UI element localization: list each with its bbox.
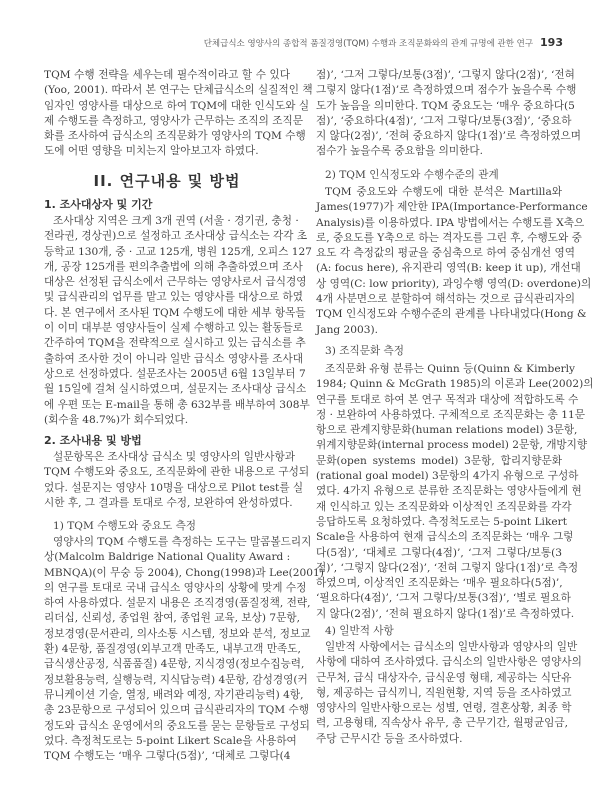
- text-line: 개, 공장 125개를 편의추출법에 의해 추출하였으며 조사: [44, 260, 303, 273]
- text-line: (A: focus here), 유지관리 영역(B: keep it up), 개선대: [316, 262, 581, 275]
- subsection-2-4-title: 4) 일반적 사항: [325, 625, 394, 637]
- text-line: 도가 높음을 의미한다. TQM 중요도는 ‘매우 중요하다(5: [316, 99, 575, 112]
- text-line: 및 급식관리의 업무를 맡고 있는 영양사를 대상으로 하였: [44, 291, 303, 304]
- text-line: (회수율 48.7%)가 회수되었다.: [44, 413, 189, 426]
- text-line: 1984; Quinn & McGrath 1985)의 이론과 Lee(2002)의: [316, 378, 594, 391]
- text-line: 상(Malcolm Baldrige National Quality Award :: [44, 551, 291, 564]
- section-title: II. 연구내용 및 방법: [93, 172, 241, 190]
- page-number: 193: [540, 36, 563, 49]
- text-line: 재 인식하고 있는 조직문화와 이상적인 조직문화를 각각: [316, 500, 572, 513]
- text-line: 리더십, 신뢰성, 종업원 참여, 종업원 교육, 보상) 7문항,: [44, 612, 300, 625]
- text-line: 영양사의 TQM 수행도를 측정하는 도구는 말콤볼드리지: [53, 536, 312, 548]
- text-line: 도에 어떤 영향을 미치는지 알아보고자 하였다.: [44, 145, 259, 158]
- text-line: Scale을 사용하여 현재 급식소의 조직문화는 ‘매우 그렇: [316, 531, 574, 544]
- text-line: 그렇지 않다(1점)’로 측정하였으며 점수가 높을수록 수행: [316, 84, 577, 97]
- text-line: 출하여 조사한 것이 아니라 일반 급식소 영양사를 조사대: [44, 352, 303, 365]
- text-line: 상으로 선정하였다. 설문조사는 2005년 6월 13일부터 7: [44, 367, 306, 380]
- text-line: 지 않다(2점)’, ‘전혀 필요하지 않다(1점)’로 측정하였다.: [316, 607, 575, 620]
- subsection-2-1-paragraph: [44, 535, 324, 764]
- text-line: 환) 4문항, 품질경영(외부고객 만족도, 내부고객 만족도,: [44, 643, 301, 656]
- text-line: 조직문화 유형 분류는 Quinn 등(Quinn & Kimberly: [325, 363, 576, 375]
- text-line: 형, 제공하는 급식끼니, 직원현황, 지역 등을 조사하였고: [316, 686, 572, 699]
- text-line: 에 우편 또는 E-mail을 통해 총 632부를 배부하여 308부: [44, 398, 310, 411]
- subsection-2-3-title: 3) 조직문화 측정: [325, 345, 405, 357]
- text-line: 간주하여 TQM을 전략적으로 실시하고 있는 급식소를 추: [44, 337, 306, 350]
- text-line: 총 23문항으로 구성되어 있으며 급식관리자의 TQM 수행: [44, 704, 309, 717]
- intro-paragraph: [44, 68, 313, 160]
- text-line: 하여 사용하였다. 설문지 내용은 조직경영(품질정책, 전략,: [44, 597, 311, 610]
- text-line: TQM 수행 전략을 세우는데 필수적이라고 할 수 있다: [44, 69, 290, 81]
- text-line: 시한 후, 그 결과를 토대로 수정, 보완하여 완성하였다.: [44, 496, 293, 509]
- text-line: Analysis)를 이용하였다. IPA 방법에서는 수행도를 X축으: [316, 216, 585, 229]
- text-line: Jang 2003).: [316, 323, 378, 336]
- text-line: 영양사의 일반사항으로는 성별, 연령, 결혼상황, 최종 학: [316, 702, 572, 715]
- text-line: 일반적 사항에서는 급식소의 일반사항과 영양사의 일반: [325, 641, 578, 653]
- text-line: 설문항목은 조사대상 급식소 및 영양사의 일반사항과: [53, 451, 295, 463]
- text-line: 위계지향문화(internal process model) 2문항, 개방지향: [316, 439, 588, 452]
- text-line: 조사대상 지역은 크게 3개 권역 (서울 · 경기권, 충청 ·: [53, 215, 299, 227]
- text-line: TQM 수행도와 중요도, 조직문화에 관한 내용으로 구성되: [44, 466, 310, 479]
- text-line: 상 영역(C: low priority), 과잉수행 영역(D: overdone)의: [316, 277, 592, 290]
- text-line: ‘필요하다(4점)’, ‘그저 그렇다/보통(3점)’, ‘별로 필요하: [316, 592, 571, 605]
- running-title: 단체급식소 영양사의 종합적 품질경영(TQM) 수행과 조직문화와의 관계 규명에 관한 연구: [203, 39, 534, 49]
- text-line: 정보경영(문서관리, 의사소통 시스템, 정보와 분석, 정보교: [44, 627, 311, 640]
- text-line: (Yoo, 2001). 따라서 본 연구는 단체급식소의 실질적인 책: [44, 84, 313, 97]
- text-line: 문화(open systems model) 3문항, 합리지향문화: [316, 454, 562, 467]
- continued-paragraph: [316, 68, 581, 160]
- text-line: 응답하도록 요청하였다. 측정척도로는 5-point Likert: [316, 515, 567, 528]
- text-line: James(1977)가 제안한 IPA(Importance-Performance: [316, 201, 588, 214]
- text-line: 의 연구를 토대로 국내 급식소 영양사의 상황에 맞게 수정: [44, 581, 307, 594]
- text-line: MBNQA)(이 무숭 등 2004), Chong(1998)과 Lee(2001): [44, 566, 324, 579]
- text-line: TQM 수행도는 ‘매우 그렇다(5점)’, ‘대체로 그렇다(4: [44, 750, 291, 763]
- text-line: 점)’, ‘그저 그렇다/보통(3점)’, ‘그렇지 않다(2점)’, ‘전혀: [316, 69, 575, 81]
- text-line: 주당 근무시간 등을 조사하였다.: [316, 732, 463, 745]
- text-line: 정도와 급식소 운영에서의 중요도를 묻는 문항들로 구성되: [44, 719, 310, 732]
- text-line: 뮤니케이션 기술, 열정, 배려와 예정, 자기관리능력) 4항,: [44, 688, 304, 701]
- text-line: 급식생산공정, 식품품질) 4문항, 지식경영(정보수집능력,: [44, 658, 305, 671]
- text-line: 4개 사분면으로 분할하여 해석하는 것으로 급식관리자의: [316, 293, 575, 306]
- text-line: 월 15일에 걸쳐 실시하였으며, 설문지는 조사대상 급식소: [44, 383, 307, 396]
- text-line: 사항에 대하여 조사하였다. 급식소의 일반사항은 영양사의: [316, 656, 582, 669]
- text-line: 요도 각 측정값의 평균을 중심축으로 하여 중심개선 영역: [316, 247, 575, 260]
- text-line: 로, 중요도를 Y축으로 하는 격자도를 그린 후, 수행도와 중: [316, 231, 582, 244]
- text-line: 정 · 보완하여 사용하였다. 구체적으로 조직문화는 총 11문: [316, 408, 585, 421]
- text-line: 었다. 측정척도로는 5-point Likert Scale을 사용하여: [44, 734, 297, 747]
- subsection-title-1: 1. 조사대상자 및 기간: [44, 198, 153, 211]
- text-line: 임자인 영양사를 대상으로 하여 TQM에 대한 인식도와 실: [44, 99, 310, 112]
- text-line: 근무처, 급식 대상자수, 급식운영 형태, 제공하는 식단유: [316, 671, 572, 684]
- text-line: 연구를 토대로 하여 본 연구 목적과 대상에 적합하도록 수: [316, 393, 579, 406]
- text-line: 지 않다(2점)’, ‘전혀 중요하지 않다(1점)’로 측정하였으며: [316, 130, 581, 143]
- text-line: 화를 조사하여 급식소의 조직문화가 영양사의 TQM 수행: [44, 130, 306, 143]
- text-line: 대상은 선정된 급식소에서 근무하는 영양사로서 급식경영: [44, 276, 307, 289]
- subsection-2-2-title: 2) TQM 인식정도와 수행수준의 관계: [325, 169, 499, 181]
- text-line: 점)’, ‘중요하다(4점)’, ‘그저 그렇다/보통(3점)’, ‘중요하: [316, 114, 572, 127]
- subsection-2-2-paragraph: [316, 185, 592, 338]
- text-line: 제 수행도를 측정하고, 영양사가 근무하는 조직의 조직문: [44, 114, 303, 127]
- text-line: 력, 고용형태, 직속상사 유무, 총 근무기간, 월평균임금,: [316, 717, 568, 730]
- text-line: 다(5점)’, ‘대체로 그렇다(4점)’, ‘그저 그렇다/보통(3: [316, 546, 562, 559]
- subsection-2-3-paragraph: [316, 362, 594, 622]
- subsection-title-2: 2. 조사내용 및 방법: [44, 434, 142, 447]
- subsection-2-paragraph: [44, 450, 310, 511]
- text-line: 점수가 높을수록 중요함을 의미한다.: [316, 145, 483, 158]
- text-line: 이 이미 대부분 영양사들이 실제 수행하고 있는 활동들로: [44, 322, 303, 335]
- text-line: 점)’, ‘그렇지 않다(2점)’, ‘전혀 그렇지 않다(1점)’로 측정: [316, 561, 579, 574]
- text-line: 하였으며, 이상적인 조직문화는 ‘매우 필요하다(5점)’,: [316, 577, 563, 590]
- subsection-2-4-paragraph: [316, 640, 582, 747]
- subsection-1-paragraph: [44, 214, 312, 428]
- text-line: 다. 본 연구에서 조사된 TQM 수행도에 대한 세부 항목들: [44, 306, 306, 319]
- subsection-2-1-title: 1) TQM 수행도와 중요도 측정: [53, 520, 197, 532]
- text-line: (rational goal model) 3문항의 4가지 유형으로 구성하: [316, 470, 579, 483]
- text-line: TQM 인식정도와 수행수준의 관계를 나타내었다(Hong &: [316, 308, 587, 321]
- text-line: 였다. 4가지 유형으로 분류한 조직문화는 영양사들에게 현: [316, 485, 582, 498]
- text-line: TQM 중요도와 수행도에 대한 분석은 Martilla와: [325, 186, 562, 198]
- text-line: 항으로 관계지향문화(human relations model) 3문항,: [316, 424, 578, 437]
- text-line: 전라권, 경상권)으로 설정하고 조사대상 급식소는 각각 초: [44, 230, 308, 243]
- running-header: [204, 36, 563, 51]
- text-line: 정보활용능력, 실행능력, 지식답능력) 4문항, 감성경영(커: [44, 673, 308, 686]
- text-line: 었다. 설문지는 영양사 10명을 대상으로 Pilot test를 실: [44, 481, 304, 494]
- text-line: 등학교 130개, 중 · 고교 125개, 병원 125개, 오피스 127: [44, 245, 312, 258]
